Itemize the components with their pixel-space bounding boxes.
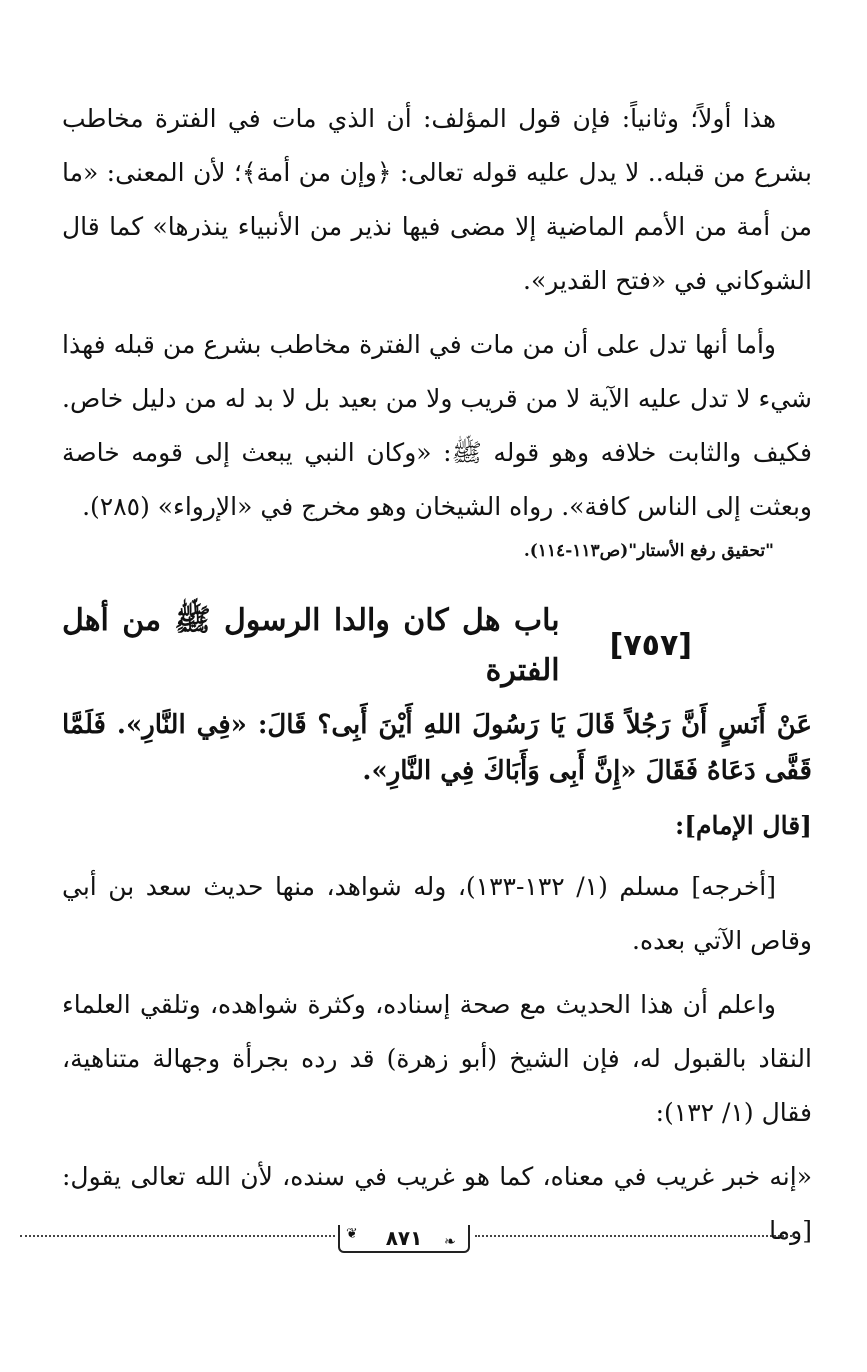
ornament-icon: ❦: [346, 1226, 358, 1242]
paragraph-2: وأما أنها تدل على أن من مات في الفترة مخاطب بشرع من قبله فهذا شيء لا تدل عليه الآية لا من قريب ولا من بعيد بل لا بد له من دليل خاص. فكيف والثابت خلافه وهو قوله ﷺ: «وكان النبي يبعث إلى قومه خاصة وبعثت إلى الناس كافة». رواه الشيخان وهو مخرج في «الإرواء» (٢٨٥).: [62, 330, 812, 521]
page-footer: [20, 1225, 795, 1255]
footer-dotted-rule-right: [475, 1235, 795, 1237]
chapter-heading: [62, 596, 812, 696]
page-body: [62, 92, 812, 1258]
paragraph-1: هذا أولاً؛ وثانياً: فإن قول المؤلف: أن الذي مات في الفترة مخاطب بشرع من قبله.. لا يدل عليه قوله تعالى: ﴿وإن من أمة﴾؛ لأن المعنى: «ما من أمة من الأمم الماضية إلا مضى فيها نذير من الأنبياء ينذرها» كما قال الشوكاني في «فتح القدير».: [62, 104, 812, 295]
paragraph-3: [أخرجه] مسلم (١/ ١٣٢-١٣٣)، وله شواهد، منها حديث سعد بن أبي وقاص الآتي بعده.: [62, 872, 812, 955]
hadith-text: عَنْ أَنَسٍ أَنَّ رَجُلاً قَالَ يَا رَسُولَ اللهِ أَيْنَ أَبِى؟ قَالَ: «فِي النَّارِ». فَلَمَّا قَفَّى دَعَاهُ فَقَالَ «إِنَّ أَبِى وَأَبَاكَ فِي النَّارِ».: [62, 710, 812, 786]
chapter-title: باب هل كان والدا الرسول ﷺ من أهل الفترة: [62, 603, 560, 688]
imam-label: [قال الإمام]:: [674, 811, 812, 840]
paragraph-5: «إنه خبر غريب في معناه، كما هو غريب في سنده، لأن الله تعالى يقول: [وما: [62, 1162, 812, 1245]
ornament-icon: ❧: [444, 1234, 456, 1250]
chapter-number: [٧٥٧]: [609, 628, 692, 663]
footer-dotted-rule-left: [20, 1235, 335, 1237]
page-number: ٨٧١: [385, 1226, 423, 1250]
page-number-box: [338, 1225, 470, 1253]
reference-note: "تحقيق رفع الأستار"(ص١١٣-١١٤).: [523, 541, 774, 561]
paragraph-4: واعلم أن هذا الحديث مع صحة إسناده، وكثرة شواهده، وتلقي العلماء النقاد بالقبول له، فإن الشيخ (أبو زهرة) قد رده بجرأة وجهالة متناهية، فقال (١/ ١٣٢):: [62, 990, 812, 1127]
